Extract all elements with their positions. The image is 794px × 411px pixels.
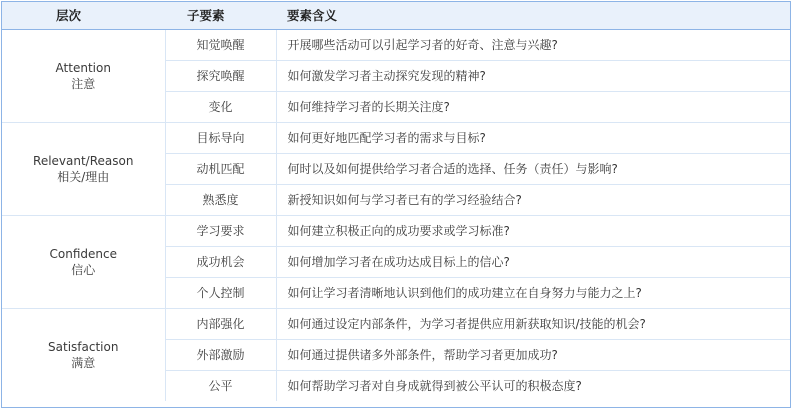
- table-header: [2, 2, 790, 29]
- sub-element-cell: 目标导向: [165, 122, 276, 153]
- header-level: 层次: [2, 2, 165, 29]
- meaning-cell: 如何让学习者清晰地认识到他们的成功建立在自身努力与能力之上?: [276, 277, 790, 308]
- meaning-cell: 如何建立积极正向的成功要求或学习标准?: [276, 215, 790, 246]
- level-name-zh: 满意: [71, 355, 96, 370]
- table-row: [2, 308, 790, 339]
- sub-element-cell: 探究唤醒: [165, 60, 276, 91]
- sub-element-cell: 内部强化: [165, 308, 276, 339]
- sub-element-cell: 外部激励: [165, 339, 276, 370]
- header-row: [2, 2, 790, 29]
- meaning-cell: 如何通过提供诸多外部条件，帮助学习者更加成功?: [276, 339, 790, 370]
- meaning-cell: 如何维持学习者的长期关注度?: [276, 91, 790, 122]
- meaning-cell: 如何增加学习者在成功达成目标上的信心?: [276, 246, 790, 277]
- level-name-en: Relevant/Reason: [33, 153, 134, 168]
- level-name-zh: 注意: [71, 76, 96, 91]
- sub-element-cell: 个人控制: [165, 277, 276, 308]
- meaning-cell: 何时以及如何提供给学习者合适的选择、任务（责任）与影响?: [276, 153, 790, 184]
- meaning-cell: 如何激发学习者主动探究发现的精神?: [276, 60, 790, 91]
- sub-element-cell: 变化: [165, 91, 276, 122]
- level-cell-attention: [2, 29, 165, 122]
- arcs-model-table: [2, 2, 790, 401]
- sub-element-cell: 知觉唤醒: [165, 29, 276, 60]
- level-name-zh: 信心: [71, 262, 96, 277]
- arcs-model-table-frame: [1, 1, 791, 408]
- sub-element-cell: 成功机会: [165, 246, 276, 277]
- meaning-cell: 如何帮助学习者对自身成就得到被公平认可的积极态度?: [287, 379, 582, 394]
- meaning-cell: 新授知识如何与学习者已有的学习经验结合?: [276, 184, 790, 215]
- level-name-zh: 相关/理由: [57, 169, 110, 184]
- sub-element-cell: 公平: [165, 370, 276, 401]
- meaning-cell: 开展哪些活动可以引起学习者的好奇、注意与兴趣?: [276, 29, 790, 60]
- table-row: [2, 215, 790, 246]
- level-name-en: Confidence: [49, 246, 117, 261]
- level-cell-relevant: [2, 122, 165, 215]
- level-name-en: Satisfaction: [48, 339, 119, 354]
- sub-element-cell: 熟悉度: [165, 184, 276, 215]
- header-element-meaning: 要素含义: [276, 2, 790, 29]
- level-cell-confidence: [2, 215, 165, 308]
- header-sub-element: 子要素: [165, 2, 276, 29]
- table-body: [2, 29, 790, 401]
- table-row: [2, 122, 790, 153]
- meaning-cell: 如何通过设定内部条件，为学习者提供应用新获取知识/技能的机会?: [276, 308, 790, 339]
- level-name-en: Attention: [55, 60, 111, 75]
- sub-element-cell: 学习要求: [165, 215, 276, 246]
- sub-element-cell: 动机匹配: [165, 153, 276, 184]
- meaning-cell: 如何更好地匹配学习者的需求与目标?: [276, 122, 790, 153]
- table-row: [2, 29, 790, 60]
- level-cell-satisfaction: [2, 308, 165, 401]
